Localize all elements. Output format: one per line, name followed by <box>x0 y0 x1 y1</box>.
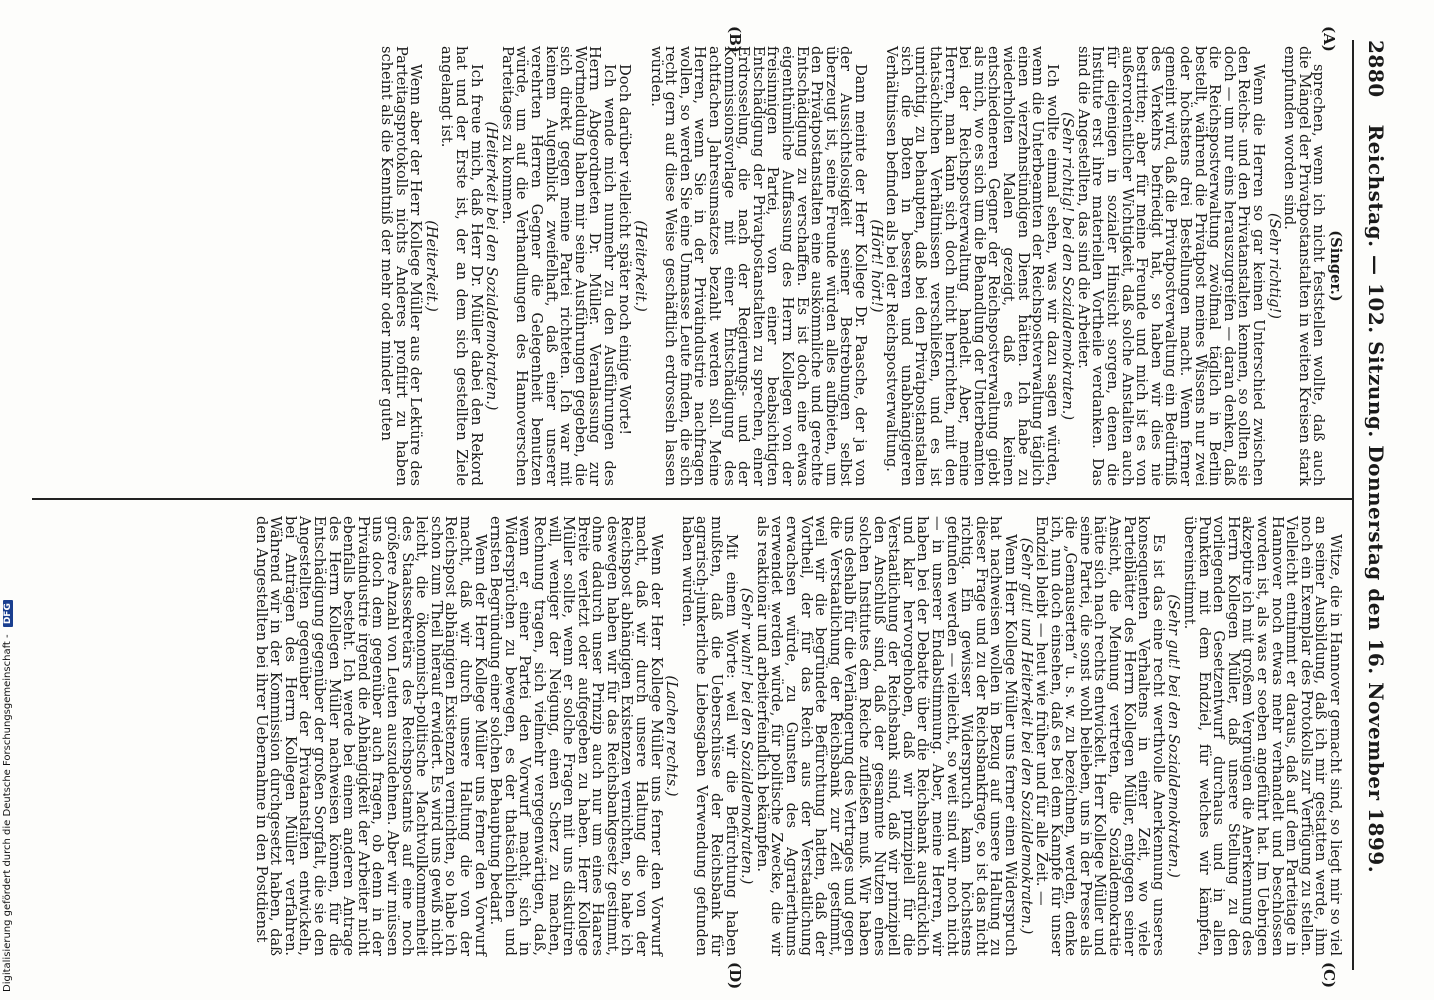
credit-text: Digitalisierung gefördert durch die Deutsche Forschungsgemeinschaft - <box>2 634 13 992</box>
margin-mark-d: (D) <box>726 962 744 990</box>
page-header <box>1358 40 1394 940</box>
interjection: (Sehr richtig!) <box>1265 213 1283 319</box>
paragraph: Ich wollte einmal sehen, was wir dazu sagen würden, wenn die Unterbeamten der Reichspostverwaltung täglich einen vierzehnstündigen Dienst hätten. Ich habe zu wiederholten Malen gezeigt, daß es keinen entschiedeneren Gegner der Reichspostverwaltung giebt als mich, wo es sich um die Behandlung der Unterbeamten bei der Reichspostverwaltung handelt. Aber, meine Herren, man kann sich doch nicht herrichten, mit den thatsächlichen Verhältnissen verschließen, und es ist unrichtig, zu behaupten, daß bei den Privatpostanstalten sich die Boten in besseren und unabhängigeren Verhältnissen befinden als bei der Reichspostverwaltung. <box>883 46 1061 486</box>
interjection: (Hört! hört!) <box>867 219 885 313</box>
interjection: (Heiterkeit.) <box>422 220 440 312</box>
speaker-name: (Singer.) <box>1327 230 1344 302</box>
interjection: (Lachen rechts.) <box>663 675 681 797</box>
paragraph: Es ist das eine recht werthvolle Anerkennung unseres konsequenten Verhaltens in einer Zeit, wo viele Parteiblätter des Herrn Kollegen Müller, entgegen seiner Ansicht, die Meinung vertreten, die Sozialdemokratie hätte sich nach rechts entwickelt. Herr Kollege Müller und seine Partei, die sonst wohl belieben, uns in der Presse als die „Gemauserten“ u. s. w. zu bezeichnen, werden, denke ich, nun doch einsehen, daß es bei dem Kampfe für unser Endziel bleibt — heut wie früher und für alle Zeit. — <box>1033 516 1167 956</box>
interjection: (Sehr gut! und Heiterkeit bei den Sozialdemokraten.) <box>1017 537 1035 935</box>
interjection: (Sehr wahr! bei den Sozialdemokraten.) <box>738 587 756 885</box>
paragraph: Doch darüber vielleicht später noch einige Worte! <box>616 64 634 436</box>
paragraph: sprechen, wenn ich nicht feststellen wollte, daß auch die Mängel der Privatpostanstalten in weiten Kreisen stark empfunden worden sind. <box>1281 46 1328 486</box>
margin-mark-c: (C) <box>1320 962 1338 989</box>
digitization-credit <box>0 0 16 1000</box>
paragraph: Ich wende mich nunmehr zu den Ausführungen des Herrn Abgeordneten Dr. Müller. Veranlassung zur Wortmeldung haben mir seine Ausführungen gegeben, die sich direkt gegen meine Partei richteten. Ich war mit keinem Augenblick zweifelhaft, daß einer unserer verehrten Herren Gegner die Gelegenheit benutzen würde, um auf die Verhandlungen des Hannoverschen Parteitages zu kommen. <box>498 46 618 486</box>
margin-mark-b: (B) <box>726 26 744 53</box>
margin-mark-a: (A) <box>1320 26 1338 52</box>
paragraph: Dann meinte der Herr Kollege Dr. Paasche, der ja von der Aussichtslosigkeit seiner Bestrebungen selbst überzeugt ist, seine Freunde würden alles aufbieten, um den Privatpostanstalten eine auskömmliche und gerechte Entschädigung zu verschaffen. Es ist doch eine etwas eigenthümliche Auffassung des Herrn Kollegen von der freisinnigen Partei, von einer beabsichtigten Entschädigung der Privatpostanstalten zu sprechen, einer Erdrosselung, die nach der Regierungs- und der Kommissionsvorlage mit einer Entschädigung des achtfachen Jahresumsatzes bezahlt werden soll. Meine Herren, wenn Sie in der Privatindustrie nachfragen wollen, so werden Sie eine Unmasse Leute finden, die sich recht gern auf diese Weise geschäftlich erdrosseln lassen würden. <box>647 46 869 486</box>
paragraph: Mit einem Worte: weil wir die Befürchtung haben mußten, daß die Ueberschüsse der Reichsbank für agrarisch-junkerliche Liebesgaben Verwendung gefunden haben würden. <box>678 516 740 956</box>
paragraph: Wenn Herr Kollege Müller uns ferner einen Widerspruch hat nachweisen wollen in Bezug auf unsere Haltung zu dieser Frage und zu der Reichsbankfrage, so ist das nicht richtig. Ein gewisser Widerspruch kann höchstens gefunden werden — vielleicht, so weit sind wir noch nicht — in unserer Endabstimmung. Aber, meine Herren, wir haben bei der Debatte über die Reichsbank ausdrücklich und klar hervorgehoben, daß wir prinzipiell für die Verstaatlichung der Reichsbank sind, daß wir prinzipiell den Anschluß sind, daß der gesammte Nutzen eines solchen Institutes dem Reiche zufließen muß. Wir haben uns deshalb für die Verlängerung des Vertrages und gegen die Verstaatlichung der Reichsbank zur Zeit gestimmt, weil wir die begründete Befürchtung hatten, daß der Vortheil, der für das Reich aus der Verstaatlichung erwachsen würde, zu Gunsten des Agrarierthums verwendet werden würde, für politische Zwecke, die wir als reaktionär und arbeiterfeindlich bekämpfen. <box>753 516 1019 956</box>
paragraph: Wenn der Herr Kollege Müller uns ferner den Vorwurf macht, daß wir durch unsere Haltung die von der Reichspost abhängigen Existenzen vernichten, so habe ich deswegen haben wir für das Reichsbankgesetz gestimmt, ohne dadurch unser Prinzip auch nur um eines Haares Breite verletzt oder aufgegeben zu haben. Herr Kollege Müller sollte, wenn er solche Fragen mit uns diskutiren will, weniger der Neigung, einen Scherz zu machen, Rechnung tragen, sich vielmehr vergegenwärtigen, daß, wenn er einer Partei den Vorwurf macht, sich in Widersprüchen zu bewegen, es der thatsächlichen und ernsten Begründung einer solchen Behauptung bedarf. <box>487 516 665 956</box>
left-column <box>42 46 1342 486</box>
paragraph: Wenn aber der Herr Kollege Müller aus der Lektüre des Parteitagsprotokolls nichts Anderes profitirt zu haben scheint als die Kenntniß der mehr oder minder guten <box>378 46 425 486</box>
interjection: (Sehr gut! bei den Sozialdemokraten.) <box>1165 594 1183 878</box>
page-title: Reichstag. — 102. Sitzung. Donnerstag den 16. November 1899. <box>1364 124 1388 874</box>
interjection: (Sehr richtig! bei den Sozialdemokraten.) <box>1059 111 1077 421</box>
column-divider <box>32 498 1352 500</box>
paragraph: Wenn die Herren so gar keinen Unterschied zwischen den Reichs- und den Privatanstalten kennen, so sollten sie doch — um nur eins herauszugreifen — daran denken, daß die Reichspostverwaltung zwölfmal täglich in Berlin bestellt, während die Privatpost meines Wissens nur zwei oder höchstens drei Bestellungen macht. Wenn ferner gemeint wird, daß die Privatpostverwaltung ein Bedürfniß des Verkehrs befriedigt hat, so haben wir dies nie bestritten; aber für meine Freunde und mich ist es von außerordentlicher Wichtigkeit, daß solche Anstalten auch für diejenigen in sozialer Hinsicht sorgen, denen die Institute erst ihre materiellen Vortheile verdanken. Das sind die Angestellten, das sind die Arbeiter. <box>1074 46 1268 486</box>
paragraph: Wenn der Herr Kollege Müller uns ferner den Vorwurf macht, daß wir durch unsere Haltung die von der Reichspost abhängigen Existenzen vernichten, so habe ich schon zum Theil hierauf erwidert. Es wird uns gewiß nicht leicht, die ökonomisch-politische Machtvollkommenheit des Staatssekretärs des Reichspostamts auf eine noch größere Anzahl von Leuten auszudehnen. Aber wir müssen uns doch dem gegenüber auch fragen, ob denn in der Privatindustrie irgend die Abhängigkeit der Arbeiter nicht ebenfalls besteht. Ich werde bei einem anderen Antrage des Herrn Kollegen Müller nachweisen können, für die Entschädigung gegenüber der großen Sorgfalt, die sie den Angestellten gegenüber der Privatanstalten entwickeln, bei Anträgen des Herrn Kollegen Müller verfahren. Während wir in der Kommission durchgesetzt haben, daß den Angestellten bei ihrer Uebernahme in den Postdienst <box>252 516 489 956</box>
interjection: (Heiterkeit.) <box>632 220 650 312</box>
right-column <box>42 516 1342 956</box>
interjection: (Heiterkeit bei den Sozialdemokraten.) <box>483 121 501 411</box>
dfg-logo: DFG <box>3 600 13 627</box>
page-number: 2880 <box>1364 40 1388 98</box>
paragraph: Ich freue mich, daß Herr Dr. Müller dabei den Rekord hat und der Erste ist, der an dem sich gestellten Ziele angelangt ist. <box>438 46 485 486</box>
paragraph: Witze, die in Hannover gemacht sind, so liegt mir so viel an seiner Ausbildung, daß ich mir gestatten werde, ihm noch ein Exemplar des Protokolls zur Verfügung zu stellen. Vielleicht entnimmt er daraus, daß auf dem Parteitage in Hannover noch etwas mehr verhandelt und beschlossen worden ist, als was er soeben angeführt hat. Im Uebrigen akzeptire ich mit großem Vergnügen die Anerkennung des Herrn Kollegen Müller, daß unsere Stellung zu den vorliegenden Gesetzentwurf durchaus und in allen Punkten mit dem Endziel, für welches wir kämpfen, übereinstimmt. <box>1181 516 1344 956</box>
header-rule <box>1352 40 1354 970</box>
